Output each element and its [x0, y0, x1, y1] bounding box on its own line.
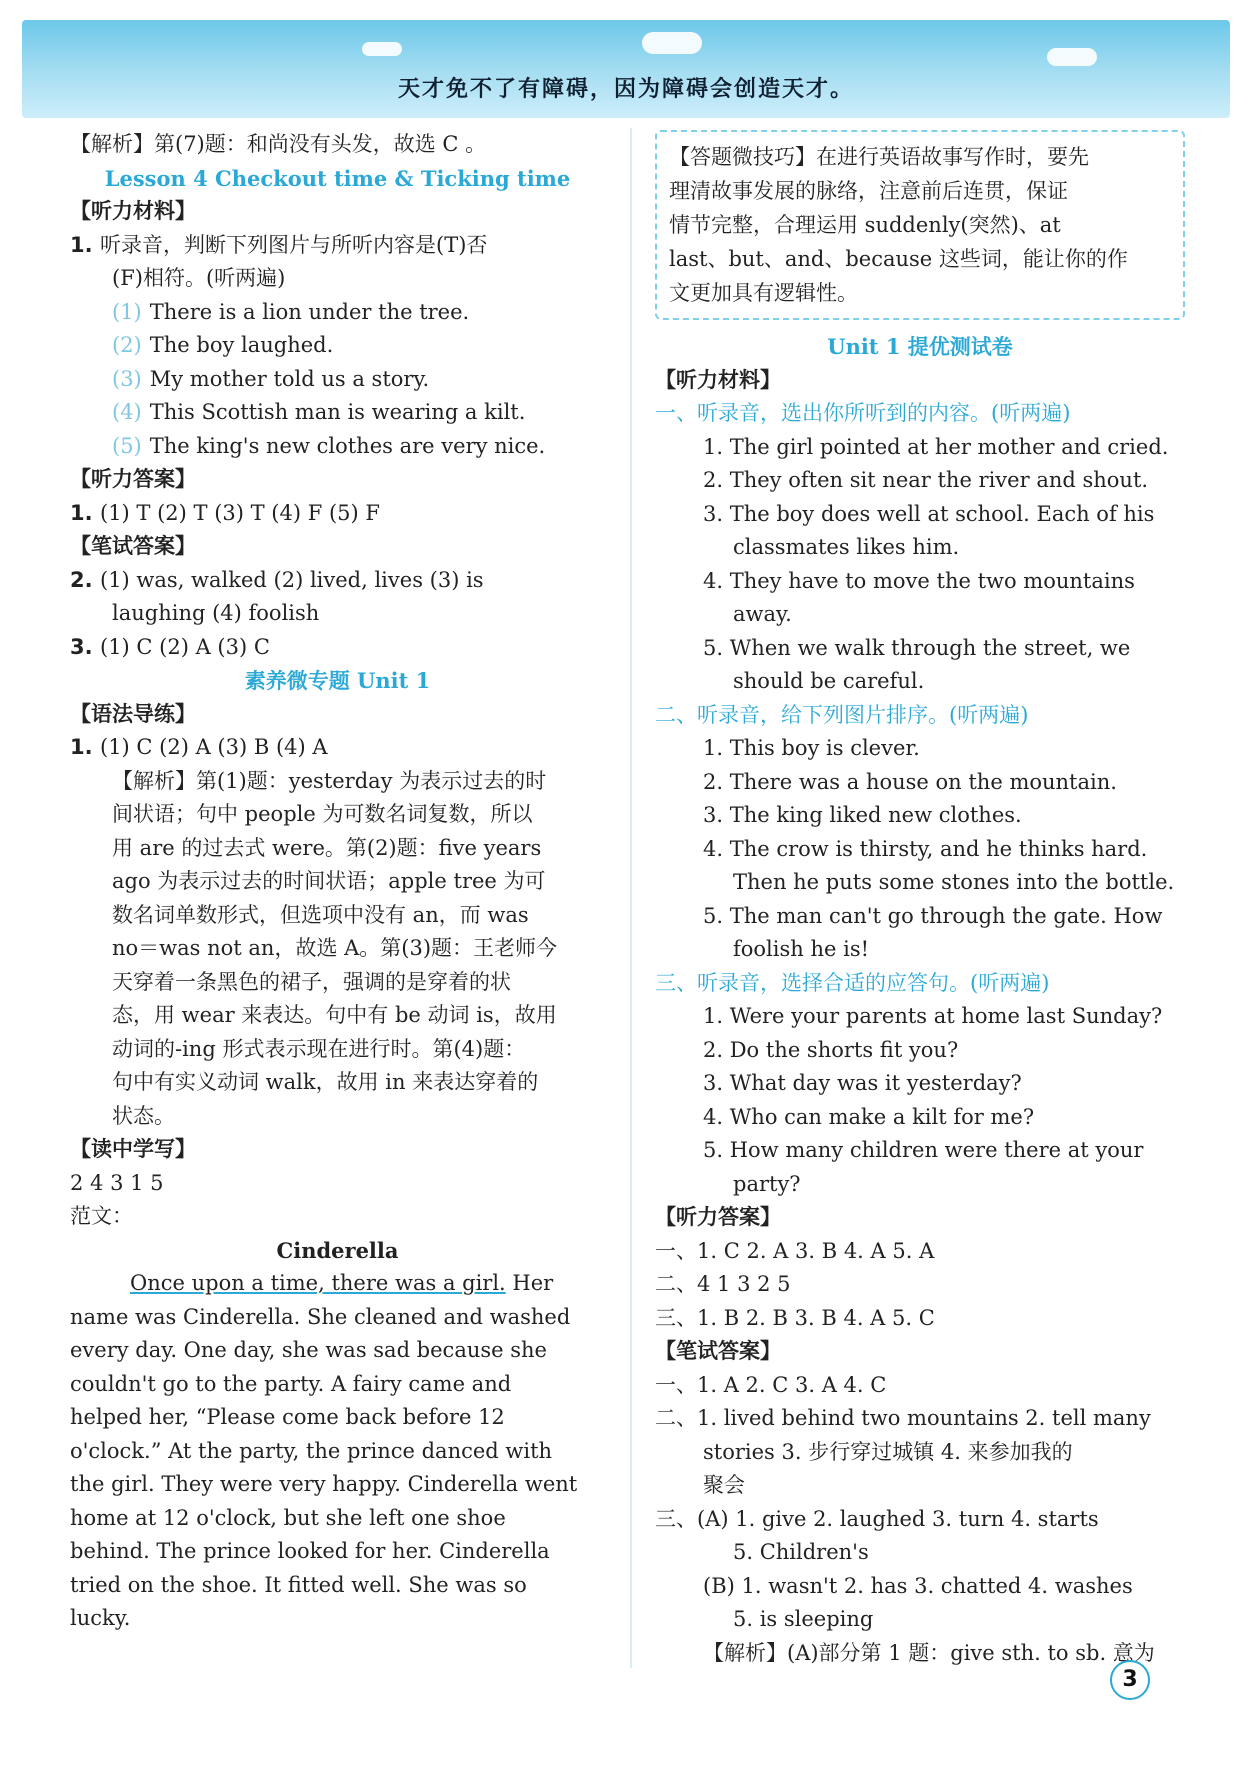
right-column	[655, 128, 1185, 1670]
analysis-line: 【解析】第(7)题：和尚没有头发，故选 C 。	[70, 132, 487, 156]
listening-item: My mother told us a story.	[149, 366, 430, 391]
motto-text: 天才免不了有障碍，因为障碍会创造天才。	[397, 76, 854, 102]
listening-item: away.	[733, 602, 792, 626]
listening-item: 5. How many children were there at your	[703, 1138, 1144, 1162]
answer-line: 一、1. A 2. C 3. A 4. C	[655, 1372, 887, 1397]
question-text: 听录音，判断下列图片与所听内容是(T)否	[100, 232, 488, 257]
section-heading: 【听力材料】	[70, 199, 196, 223]
question-number: 2.	[70, 567, 93, 592]
listening-item: 3. The boy does well at school. Each of his	[703, 501, 1155, 526]
analysis-line: 状态。	[112, 1103, 175, 1128]
question-text: (F)相符。(听两遍)	[112, 266, 286, 290]
listening-item: The boy laughed.	[149, 333, 334, 357]
tip-line: 【答题微技巧】在进行英语故事写作时，要先	[669, 145, 1089, 169]
analysis-line: 句中有实义动词 walk，故用 in 来表达穿着的	[112, 1070, 539, 1094]
listening-item: 2. Do the shorts fit you?	[703, 1037, 959, 1062]
listening-item: classmates likes him.	[733, 535, 960, 559]
listening-item: This Scottish man is wearing a kilt.	[149, 400, 526, 424]
question-number: 3.	[70, 634, 93, 659]
essay-title: Cinderella	[276, 1237, 399, 1263]
cloud-decoration	[362, 42, 402, 56]
item-number: (3)	[112, 366, 142, 391]
answer-line: 2 4 3 1 5	[70, 1170, 164, 1195]
listening-item: The king's new clothes are very nice.	[149, 433, 546, 458]
listening-item: 5. The man can't go through the gate. How	[703, 903, 1163, 928]
essay-line: couldn't go to the party. A fairy came and	[70, 1371, 512, 1396]
column-divider	[630, 128, 632, 1668]
answer-line: (1) T (2) T (3) T (4) F (5) F	[100, 500, 380, 525]
answer-line: (B) 1. wasn't 2. has 3. chatted 4. washes	[703, 1573, 1133, 1598]
answer-line: 聚会	[703, 1473, 745, 1497]
answer-line: 二、1. lived behind two mountains 2. tell many	[655, 1406, 1151, 1430]
item-number: (4)	[112, 400, 142, 424]
section-heading: 【听力答案】	[70, 467, 196, 491]
question-number: 1.	[70, 500, 93, 525]
analysis-line: 动词的-ing 形式表示现在进行时。第(4)题：	[112, 1036, 526, 1061]
analysis-line: 态，用 wear 来表达。句中有 be 动词 is，故用	[112, 1003, 557, 1027]
page-number: 3	[1110, 1660, 1150, 1700]
answer-line: laughing (4) foolish	[112, 601, 320, 625]
section-heading: 【语法导练】	[70, 701, 196, 726]
analysis-line: 用 are 的过去式 were。第(2)题：five years	[112, 835, 542, 860]
tip-line: last、but、and、because 这些词，能让你的作	[669, 247, 1128, 271]
essay-line: behind. The prince looked for her. Cinderella	[70, 1539, 550, 1563]
listening-item: 4. The crow is thirsty, and he thinks hard.	[703, 836, 1148, 861]
sample-label: 范文：	[70, 1204, 133, 1228]
answer-line: (1) was, walked (2) lived, lives (3) is	[100, 567, 484, 592]
part-heading: 三、听录音，选择合适的应答句。(听两遍)	[655, 970, 1050, 995]
listening-item: 3. The king liked new clothes.	[703, 803, 1022, 827]
tip-box	[655, 130, 1185, 320]
listening-item: 3. What day was it yesterday?	[703, 1071, 1022, 1095]
answer-line: 三、(A) 1. give 2. laughed 3. turn 4. starts	[655, 1506, 1099, 1531]
listening-item: There is a lion under the tree.	[149, 299, 470, 324]
item-number: (2)	[112, 333, 142, 357]
section-heading: 【笔试答案】	[70, 534, 196, 558]
section-heading: 【读中学写】	[70, 1137, 196, 1161]
analysis-line: no＝was not an，故选 A。第(3)题：王老师今	[112, 936, 558, 960]
analysis-line: ago 为表示过去的时间状语；apple tree 为可	[112, 869, 546, 893]
answer-line: 一、1. C 2. A 3. B 4. A 5. A	[655, 1238, 935, 1263]
listening-item: 1. The girl pointed at her mother and cried.	[703, 434, 1169, 459]
answer-line: 二、4 1 3 2 5	[655, 1272, 791, 1296]
listening-item: party?	[733, 1171, 801, 1196]
listening-item: 4. They have to move the two mountains	[703, 568, 1135, 593]
answer-line: 5. Children's	[733, 1540, 869, 1564]
lesson-heading: Lesson 4 Checkout time & Ticking time	[104, 165, 571, 191]
question-number: 1.	[70, 232, 93, 257]
essay-line: home at 12 o'clock, but she left one shoe	[70, 1505, 506, 1530]
analysis-line: 天穿着一条黑色的裙子，强调的是穿着的状	[112, 969, 511, 994]
essay-line: helped her, “Please come back before 12	[70, 1405, 505, 1429]
answer-line: stories 3. 步行穿过城镇 4. 来参加我的	[703, 1439, 1073, 1464]
listening-item: Then he puts some stones into the bottle.	[733, 870, 1175, 894]
essay-line: every day. One day, she was sad because she	[70, 1338, 547, 1362]
analysis-line: 【解析】第(1)题：yesterday 为表示过去的时	[112, 768, 547, 793]
topic-heading: 素养微专题 Unit 1	[244, 668, 431, 693]
essay-line: lucky.	[70, 1606, 131, 1630]
analysis-line: 数名词单数形式，但选项中没有 an，而 was	[112, 902, 529, 927]
header-banner	[22, 20, 1230, 118]
answer-line: 5. is sleeping	[733, 1607, 874, 1631]
essay-line: the girl. They were very happy. Cinderella went	[70, 1472, 578, 1496]
listening-item: 2. They often sit near the river and shout.	[703, 468, 1149, 492]
cloud-decoration	[1047, 48, 1097, 66]
tip-line: 文更加具有逻辑性。	[669, 281, 858, 305]
part-heading: 二、听录音，给下列图片排序。(听两遍)	[655, 702, 1029, 727]
essay-line: o'clock.” At the party, the prince danced with	[70, 1438, 553, 1463]
part-heading: 一、听录音，选出你所听到的内容。(听两遍)	[655, 401, 1071, 425]
section-heading: 【听力材料】	[655, 367, 781, 392]
essay-line: Her	[505, 1271, 554, 1295]
listening-item: 5. When we walk through the street, we	[703, 635, 1131, 660]
tip-line: 情节完整，合理运用 suddenly(突然)、at	[669, 213, 1061, 237]
item-number: (5)	[112, 433, 142, 458]
analysis-line: 【解析】(A)部分第 1 题：give sth. to sb. 意为	[703, 1640, 1155, 1665]
item-number: (1)	[112, 299, 142, 324]
answer-line: (1) C (2) A (3) C	[100, 634, 270, 659]
question-number: 1.	[70, 735, 93, 759]
listening-item: foolish he is!	[733, 937, 870, 961]
answer-line: (1) C (2) A (3) B (4) A	[100, 735, 328, 759]
listening-item: 2. There was a house on the mountain.	[703, 769, 1117, 794]
analysis-line: 间状语；句中 people 为可数名词复数，所以	[112, 802, 533, 826]
section-heading: 【听力答案】	[655, 1205, 781, 1229]
cloud-decoration	[642, 32, 702, 54]
tip-line: 理清故事发展的脉络，注意前后连贯，保证	[669, 179, 1068, 203]
essay-line: name was Cinderella. She cleaned and washed	[70, 1304, 571, 1329]
essay-line: Once upon a time, there was a girl.	[130, 1271, 506, 1295]
listening-item: 1. This boy is clever.	[703, 736, 920, 760]
essay-line: tried on the shoe. It fitted well. She was so	[70, 1572, 527, 1597]
listening-item: 4. Who can make a kilt for me?	[703, 1104, 1035, 1129]
listening-item: should be careful.	[733, 669, 925, 693]
section-heading: 【笔试答案】	[655, 1339, 781, 1363]
test-heading: Unit 1 提优测试卷	[827, 334, 1013, 359]
answer-line: 三、1. B 2. B 3. B 4. A 5. C	[655, 1305, 935, 1330]
left-column	[70, 128, 605, 1636]
listening-item: 1. Were your parents at home last Sunday?	[703, 1004, 1163, 1028]
